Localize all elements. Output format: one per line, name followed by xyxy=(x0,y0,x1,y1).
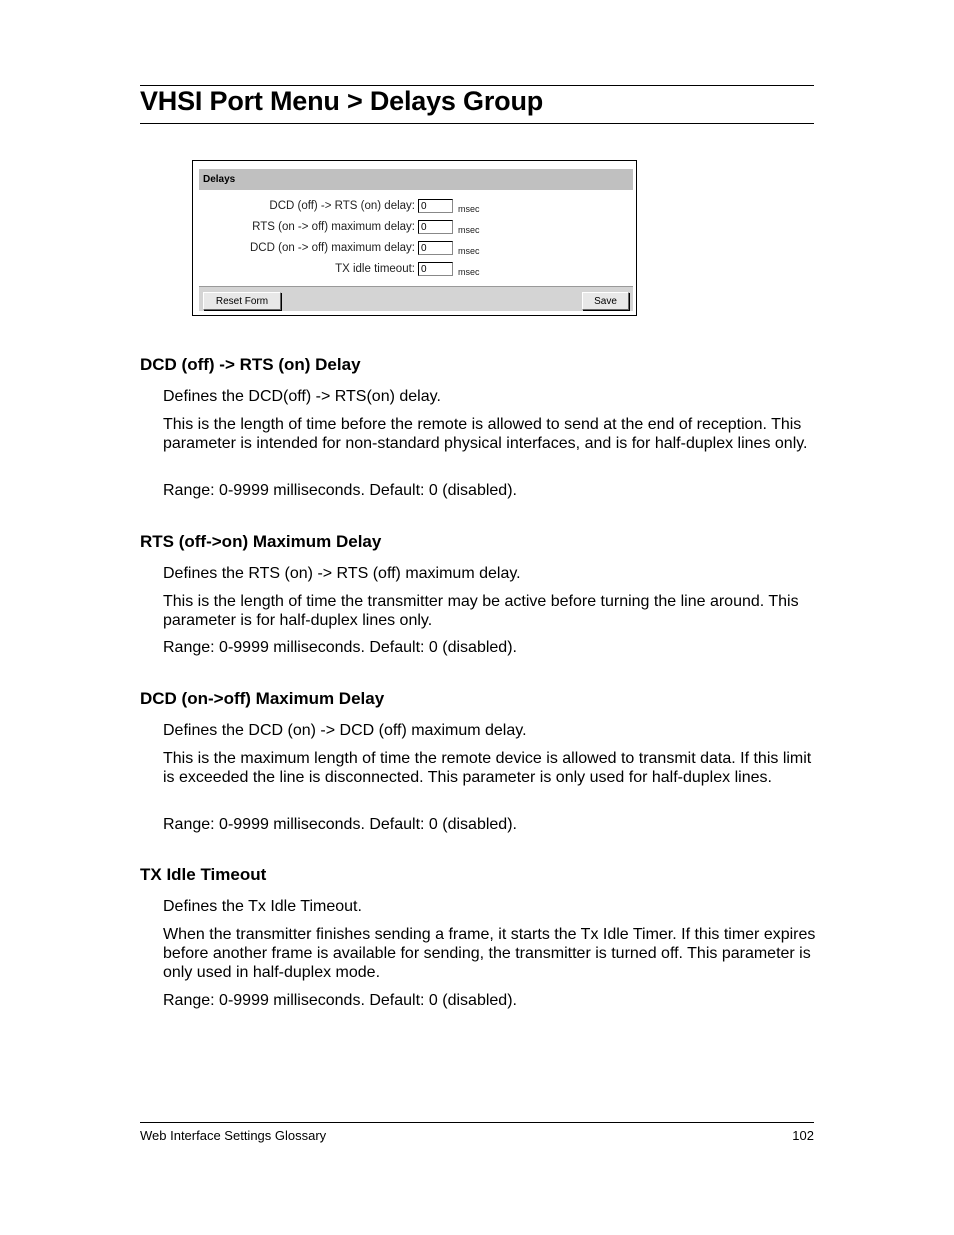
page-number: 102 xyxy=(792,1128,814,1143)
field-unit: msec xyxy=(458,225,480,235)
field-row-dcd-rts-delay xyxy=(193,198,638,216)
field-unit: msec xyxy=(458,204,480,214)
field-row-tx-idle-timeout xyxy=(193,261,638,279)
section-heading: DCD (off) -> RTS (on) Delay xyxy=(140,355,361,374)
title-bottom-rule xyxy=(140,123,814,124)
dcd-max-delay-input[interactable] xyxy=(418,241,453,255)
reset-form-button[interactable]: Reset Form xyxy=(203,292,281,310)
field-label: DCD (off) -> RTS (on) delay: xyxy=(269,200,415,212)
page-title: VHSI Port Menu > Delays Group xyxy=(140,86,544,116)
section-dcd-max-delay xyxy=(140,689,814,833)
delays-form-header: Delays xyxy=(199,169,633,190)
rts-max-delay-input[interactable] xyxy=(418,220,453,234)
section-paragraph: Defines the Tx Idle Timeout. xyxy=(163,898,362,915)
section-heading: DCD (on->off) Maximum Delay xyxy=(140,689,385,708)
save-button[interactable]: Save xyxy=(582,292,629,310)
field-row-rts-max-delay xyxy=(193,219,638,237)
section-paragraph: This is the maximum length of time the remote device is allowed to transmit data. If this limit is exceeded the line is disconnected. This parameter is only used for half-duplex lines. xyxy=(163,750,812,786)
section-paragraph: Defines the DCD(off) -> RTS(on) delay. xyxy=(163,388,441,405)
field-unit: msec xyxy=(458,267,480,277)
section-paragraph: This is the length of time before the remote is allowed to send at the end of reception. This parameter is intended for non-standard physical interfaces, and is for half-duplex lines only. xyxy=(163,416,808,452)
section-dcd-rts-delay xyxy=(140,355,814,499)
tx-idle-timeout-input[interactable] xyxy=(418,262,453,276)
section-paragraph: Range: 0-9999 milliseconds. Default: 0 (disabled). xyxy=(163,816,517,833)
field-row-dcd-max-delay xyxy=(193,240,638,258)
section-rts-max-delay xyxy=(140,532,814,656)
field-label: TX idle timeout: xyxy=(335,263,415,275)
section-paragraph: Range: 0-9999 milliseconds. Default: 0 (disabled). xyxy=(163,482,517,499)
section-paragraph: This is the length of time the transmitter may be active before turning the line around. This parameter is for half-duplex lines only. xyxy=(163,593,799,629)
field-unit: msec xyxy=(458,246,480,256)
section-paragraph: Range: 0-9999 milliseconds. Default: 0 (disabled). xyxy=(163,992,517,1009)
footer-rule xyxy=(140,1122,814,1123)
section-paragraph: Defines the RTS (on) -> RTS (off) maximum delay. xyxy=(163,565,521,582)
section-tx-idle-timeout xyxy=(140,865,816,1009)
field-label: DCD (on -> off) maximum delay: xyxy=(250,242,415,254)
section-heading: RTS (off->on) Maximum Delay xyxy=(140,532,382,551)
section-paragraph: Defines the DCD (on) -> DCD (off) maximum delay. xyxy=(163,722,527,739)
section-paragraph: When the transmitter finishes sending a frame, it starts the Tx Idle Timer. If this timer expires before another frame is available for sending, the transmitter is turned off. This parameter is only used in half-duplex mode. xyxy=(163,926,816,981)
section-heading: TX Idle Timeout xyxy=(140,865,267,884)
footer-document-title: Web Interface Settings Glossary xyxy=(140,1128,327,1143)
dcd-rts-delay-input[interactable] xyxy=(418,199,453,213)
field-label: RTS (on -> off) maximum delay: xyxy=(252,221,415,233)
delays-form-footer xyxy=(199,286,633,311)
delays-form-screenshot xyxy=(192,160,637,316)
section-paragraph: Range: 0-9999 milliseconds. Default: 0 (disabled). xyxy=(163,639,517,656)
